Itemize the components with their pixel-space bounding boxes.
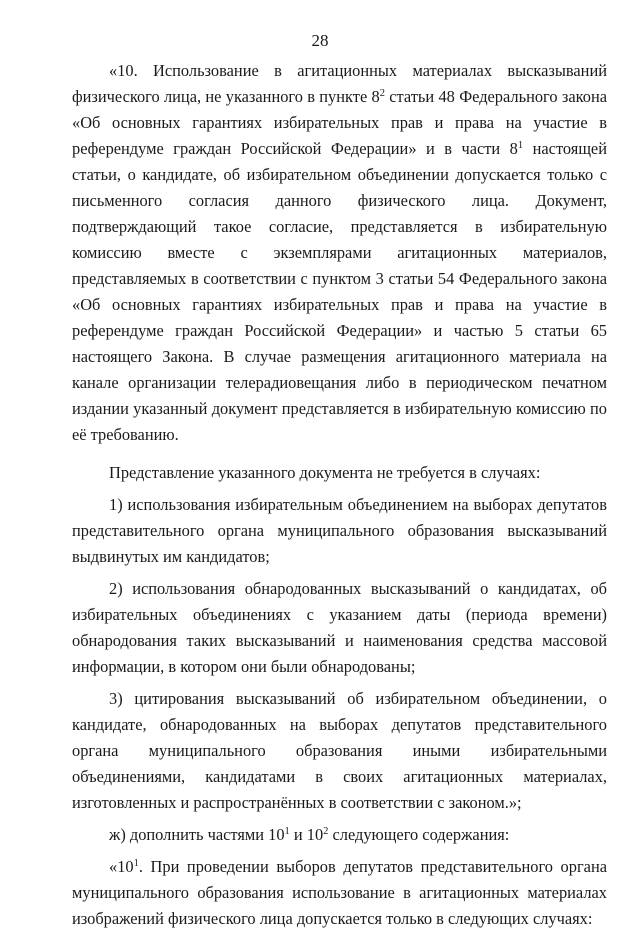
paragraph-10 [72,58,607,448]
paragraph-zh-part-a: ж) дополнить частями 10 [109,825,285,844]
paragraph-10-1-part-b: . При проведении выборов депутатов представительного органа муниципального образования использование в агитационных материалах изображений физического лица допускается только в следующих случаях: [72,857,607,928]
paragraph-10-1 [72,854,607,932]
paragraph-10-part-c: настоящей статьи, о кандидате, об избирательном объединении допускается только с письменного согласия данного физического лица. Документ, подтверждающий такое согласие, представляется в избирательную комиссию вместе с экземплярами агитационных материалов, представляемых в соответствии с пунктом 3 статьи 54 Федерального закона «Об основных гарантиях избирательных прав и права на участие в референдуме граждан Российской Федерации» и частью 5 статьи 65 настоящего Закона. В случае размещения агитационного материала на канале организации телерадиовещания либо в периодическом печатном издании указанный документ представляется в избирательную комиссию по её требованию. [72,139,607,444]
superscript-10-1: 1 [284,826,290,837]
superscript-10-2: 2 [323,826,329,837]
list-item-3: 3) цитирования высказываний об избирательном объединении, о кандидате, обнародованных на выборах депутатов представительного органа муниципального образования иными избирательными объединениями, кандидатами в своих агитационных материалах, изготовленных и распространённых в соответствии с законом.»; [72,689,607,812]
document-body [72,58,607,936]
list-item-2: 2) использования обнародованных высказываний о кандидатах, об избирательных объединениях с указанием даты (периода времени) обнародования таких высказываний и наименования средства массовой информации, в котором они были обнародованы; [72,579,607,676]
paragraph-10-part-a: «10. Использование в агитационных материалах высказываний физического лица, не указанного в пункте 8 [72,61,607,106]
paragraph-exceptions-intro: Представление указанного документа не требуется в случаях: [109,463,541,482]
page-number: 28 [311,31,329,50]
superscript-8-2: 2 [379,88,385,99]
paragraph-zh-part-b: и 10 [289,825,324,844]
paragraph-10-1-part-a: «10 [109,857,134,876]
list-item-1: 1) использования избирательным объединением на выборах депутатов представительного органа муниципального образования высказываний выдвинутых им кандидатов; [72,495,607,566]
superscript-8-1: 1 [517,140,524,151]
paragraph-zh [72,822,607,848]
paragraph-10-part-b: статьи 48 Федерального закона «Об основных гарантиях избирательных прав и права на участие в референдуме граждан Российской Федерации» и в части 8 [72,87,607,158]
superscript-10-1-heading: 1 [133,858,139,869]
paragraph-zh-part-c: следующего содержания: [328,825,510,844]
